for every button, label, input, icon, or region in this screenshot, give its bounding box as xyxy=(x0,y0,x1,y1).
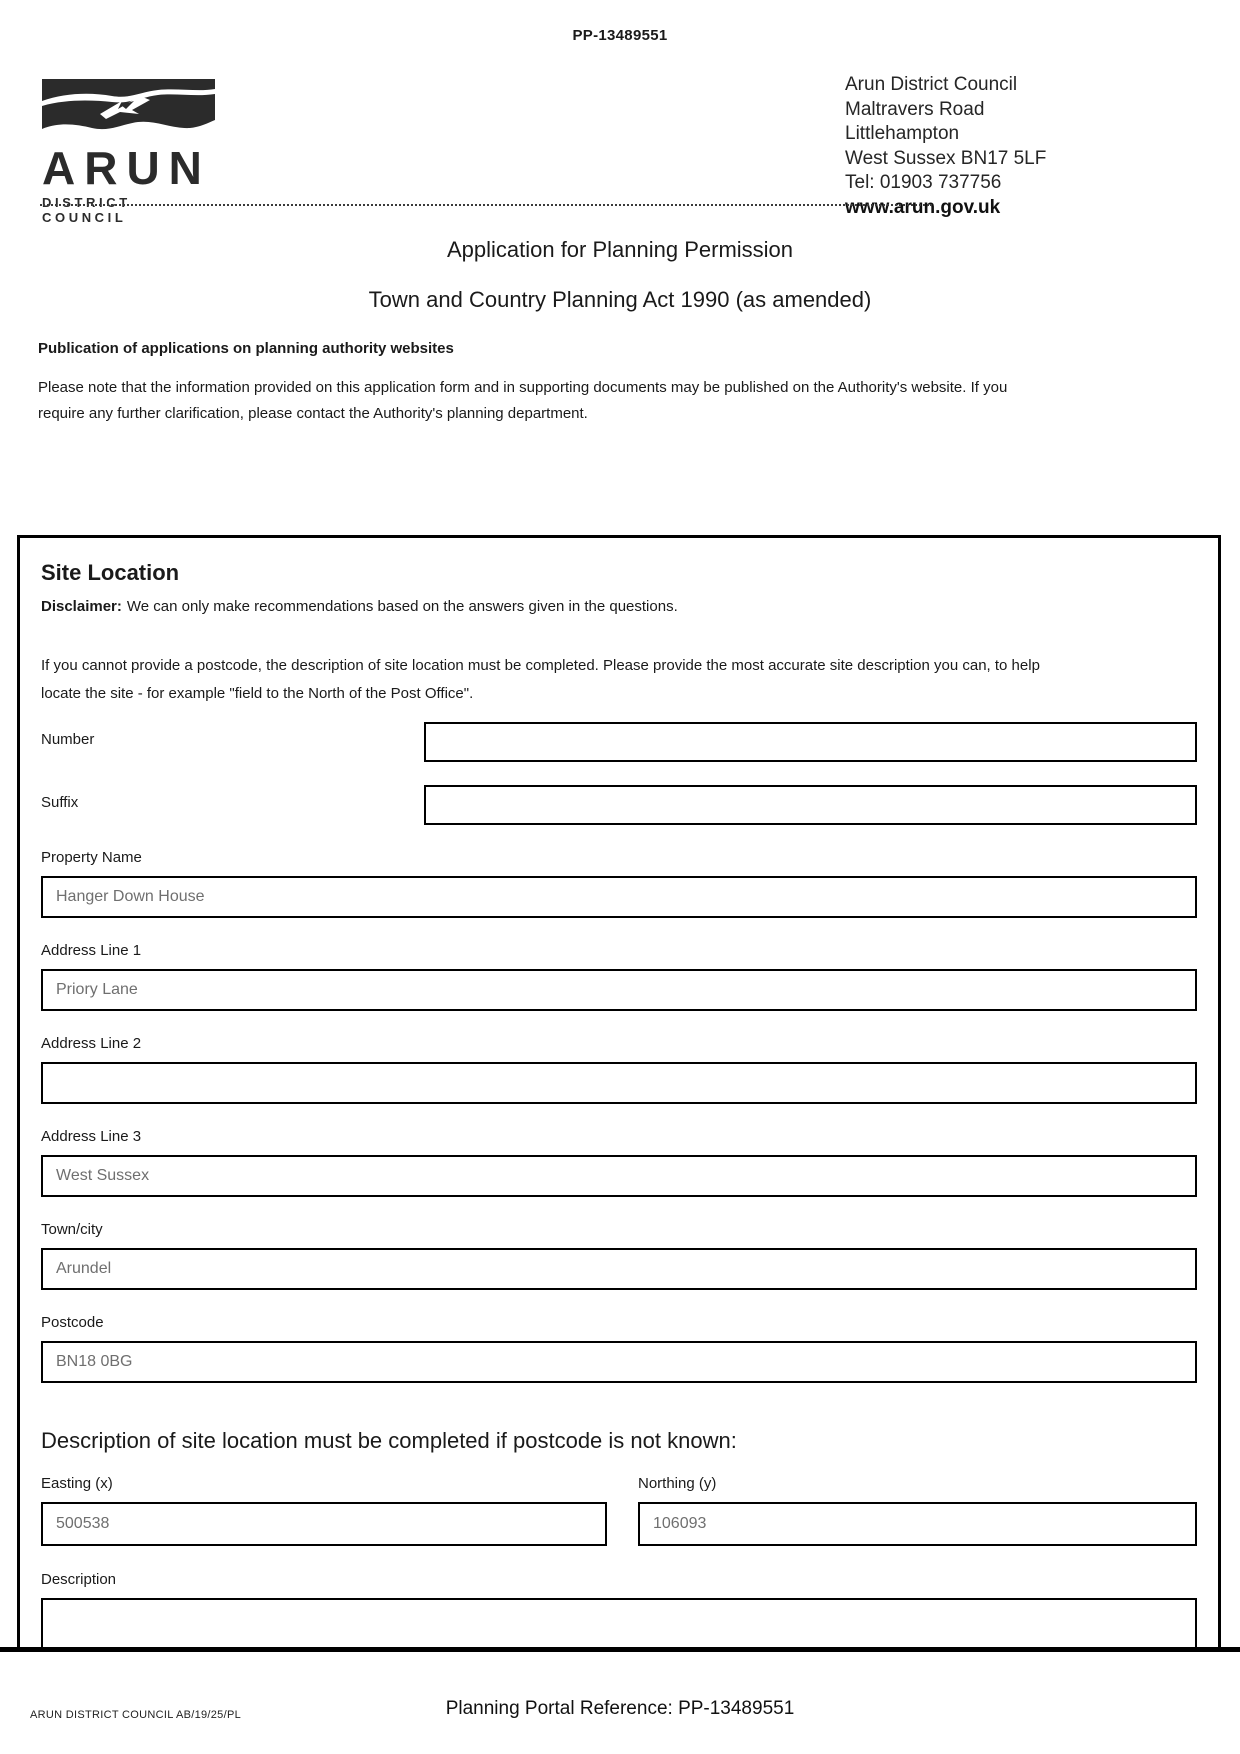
number-label: Number xyxy=(41,731,95,748)
property-name-field xyxy=(41,849,1197,918)
property-name-label: Property Name xyxy=(41,849,142,866)
disclaimer-text: We can only make recommendations based on the answers given in the questions. xyxy=(126,598,678,615)
easting-input[interactable] xyxy=(41,1502,607,1546)
address-line-3-input[interactable] xyxy=(41,1155,1197,1197)
publication-heading: Publication of applications on planning authority websites xyxy=(38,340,454,357)
suffix-label: Suffix xyxy=(41,794,79,811)
logo-subtitle: DISTRICT COUNCIL xyxy=(42,194,131,225)
disclaimer-label: Disclaimer: xyxy=(41,598,122,615)
town-city-label: Town/city xyxy=(41,1221,103,1238)
address-line-2-input[interactable] xyxy=(41,1062,1197,1104)
postcode-field xyxy=(41,1314,1197,1383)
address-line-2-label: Address Line 2 xyxy=(41,1035,142,1052)
logo-name: ARUN xyxy=(42,142,211,194)
description-requirement-heading: Description of site location must be completed if postcode is not known: xyxy=(41,1428,737,1453)
site-location-intro: If you cannot provide a postcode, the description of site location must be completed. Please provide the most accurate site description you can, to help locate the site - for example "field to the North of the Post Office". xyxy=(41,657,1040,702)
postcode-input[interactable] xyxy=(41,1341,1197,1383)
property-name-input[interactable] xyxy=(41,876,1197,918)
northing-input[interactable] xyxy=(638,1502,1197,1546)
footer xyxy=(0,1652,1240,1748)
site-location-section xyxy=(17,535,1221,1647)
address-line-3-label: Address Line 3 xyxy=(41,1128,142,1145)
publication-body: Please note that the information provided on this application form and in supporting documents may be published on the Authority's website. If you require any further clarification, please contact the Authority's planning department. xyxy=(38,379,1008,422)
portal-reference-top: PP-13489551 xyxy=(572,27,668,44)
number-row xyxy=(41,722,1197,762)
council-address-line: Tel: 01903 737756 xyxy=(845,172,1002,193)
council-address-line: Maltravers Road xyxy=(845,98,985,120)
council-website: www.arun.gov.uk xyxy=(845,196,1001,218)
planning-portal-reference: Planning Portal Reference: PP-13489551 xyxy=(445,1698,795,1719)
arun-logo xyxy=(42,79,215,225)
logo-bird-graphic xyxy=(42,79,215,141)
council-address-line: Littlehampton xyxy=(845,123,960,144)
town-city-input[interactable] xyxy=(41,1248,1197,1290)
northing-field xyxy=(638,1475,1197,1546)
header xyxy=(0,52,1240,225)
form-subtitle: Town and Country Planning Act 1990 (as amended) xyxy=(368,287,872,312)
description-field xyxy=(41,1571,1197,1647)
easting-label: Easting (x) xyxy=(41,1475,113,1492)
number-input[interactable] xyxy=(424,722,1197,762)
footer-reference-code: ARUN DISTRICT COUNCIL AB/19/25/PL xyxy=(30,1709,242,1721)
address-line-1-label: Address Line 1 xyxy=(41,942,142,959)
address-line-2-field xyxy=(41,1035,1197,1104)
council-address-line: West Sussex BN17 5LF xyxy=(845,147,1047,169)
form-title: Application for Planning Permission xyxy=(446,237,794,262)
header-divider xyxy=(40,204,932,206)
address-line-1-input[interactable] xyxy=(41,969,1197,1011)
description-input[interactable] xyxy=(41,1598,1197,1647)
description-label: Description xyxy=(41,1571,117,1588)
disclaimer xyxy=(41,597,1197,617)
site-location-heading: Site Location xyxy=(41,560,180,585)
address-line-3-field xyxy=(41,1128,1197,1197)
easting-field xyxy=(41,1475,607,1546)
northing-label: Northing (y) xyxy=(638,1475,717,1492)
coordinates-row xyxy=(41,1475,1197,1546)
suffix-row xyxy=(41,785,1197,825)
postcode-label: Postcode xyxy=(41,1314,104,1331)
council-address-line: Arun District Council xyxy=(845,74,1018,95)
address-line-1-field xyxy=(41,942,1197,1011)
suffix-input[interactable] xyxy=(424,785,1197,825)
council-address xyxy=(845,73,1046,220)
town-city-field xyxy=(41,1221,1197,1290)
